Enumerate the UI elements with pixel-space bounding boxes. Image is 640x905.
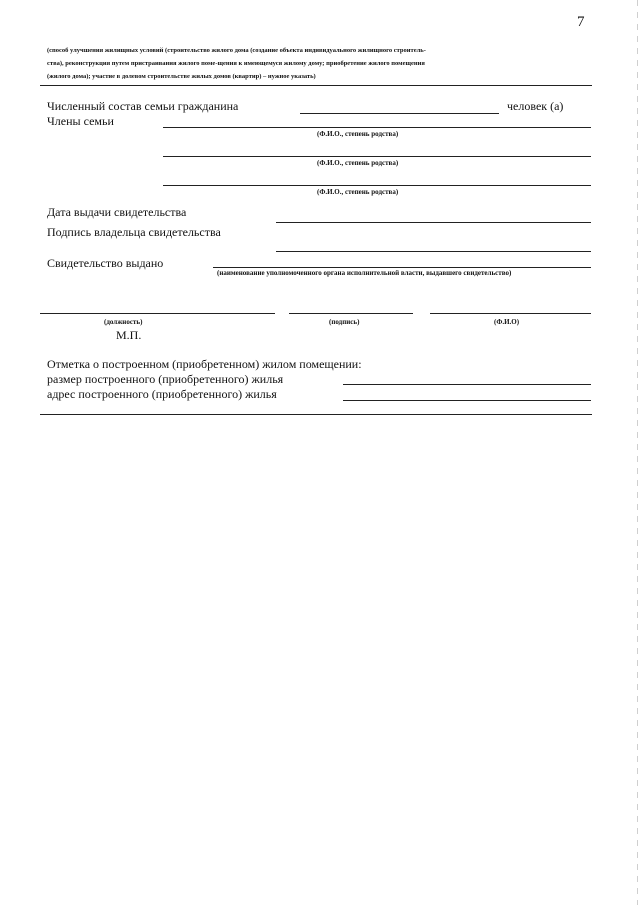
issue-date-label: Дата выдачи свидетельства xyxy=(47,205,187,219)
family-member-caption: (Ф.И.О., степень родства) xyxy=(317,130,399,138)
issued-by-caption: (наименование уполномоченного органа исполнительной власти, выдавшего свидетельство) xyxy=(217,269,512,277)
family-member-field[interactable] xyxy=(163,185,591,186)
owner-signature-field[interactable] xyxy=(276,251,591,252)
housing-size-field[interactable] xyxy=(343,384,591,385)
position-field[interactable] xyxy=(40,313,275,314)
family-size-label: Численный состав семьи гражданина xyxy=(47,99,239,113)
signature-field[interactable] xyxy=(289,313,413,314)
issued-by-label: Свидетельство выдано xyxy=(47,256,164,270)
method-note-line-2: ства), реконструкция путем пристраивания жилого поме-щения к имеющемуся жилому дому; приобретение жилого помещения xyxy=(47,60,425,67)
family-size-field[interactable] xyxy=(300,113,499,114)
full-name-caption: (Ф.И.О) xyxy=(494,318,520,326)
issue-date-field[interactable] xyxy=(276,222,591,223)
housing-mark-label: Отметка о построенном (приобретенном) жилом помещении: xyxy=(47,357,362,371)
family-members-label: Члены семьи xyxy=(47,114,114,128)
method-note-line-3: (жилого дома); участие в долевом строительстве жилых домов (квартир) – нужное указать) xyxy=(47,73,316,80)
family-member-caption: (Ф.И.О., степень родства) xyxy=(317,188,399,196)
method-note-line-1: (способ улучшения жилищных условий (строительство жилого дома (создание объекта индивидуального жилищного строитель- xyxy=(47,47,426,54)
family-member-field[interactable] xyxy=(163,156,591,157)
housing-address-field[interactable] xyxy=(343,400,591,401)
bottom-divider-line xyxy=(40,414,592,415)
owner-signature-label: Подпись владельца свидетельства xyxy=(47,225,221,239)
issued-by-field[interactable] xyxy=(213,267,591,268)
page-number: 7 xyxy=(577,14,585,30)
housing-address-label: адрес построенного (приобретенного) жилья xyxy=(47,387,277,401)
family-member-field[interactable] xyxy=(163,127,591,128)
scan-edge xyxy=(637,0,638,905)
full-name-field[interactable] xyxy=(430,313,591,314)
seal-place: М.П. xyxy=(116,328,142,342)
housing-size-label: размер построенного (приобретенного) жилья xyxy=(47,372,284,386)
signature-caption: (подпись) xyxy=(329,318,360,326)
divider-line xyxy=(40,85,592,86)
family-size-unit: человек (а) xyxy=(507,99,564,113)
family-member-caption: (Ф.И.О., степень родства) xyxy=(317,159,399,167)
position-caption: (должность) xyxy=(104,318,143,326)
